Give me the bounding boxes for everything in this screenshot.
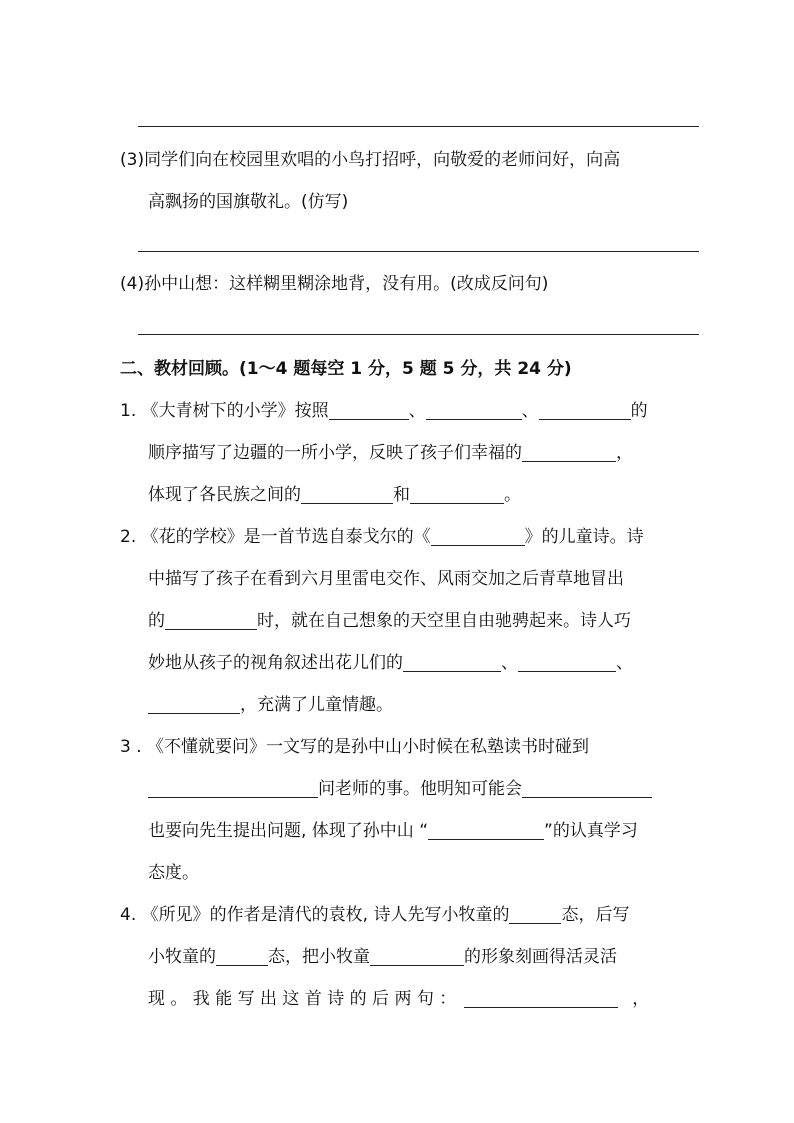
fill-blank[interactable] [431,527,525,546]
section-title: 二、教材回顾。(1～4 题每空 1 分，5 题 5 分，共 24 分) [120,359,572,379]
fill-blank[interactable] [148,695,240,714]
fill-blank[interactable] [410,485,504,504]
question-text: 孙中山想：这样糊里糊涂地背，没有用。(改成反问句) [144,274,549,294]
question-4 [120,272,548,296]
fill-blank[interactable] [539,401,631,420]
question-1-line-1: 1. 《大青树下的小学》按照 、 、 的 [120,401,648,421]
question-2-line-4: 妙地从孩子的视角叙述出花儿们的 、 、 [148,653,633,673]
question-number: 3 . [120,737,142,757]
question-number: 2. [120,527,137,547]
question-text: 同学们向在校园里欢唱的小鸟打招呼，向敬爱的老师问好，向高 [144,150,621,170]
question-3 [120,148,620,172]
question-2-line-2: 中描写了孩子在看到六月里雷电交作、风雨交加之后青草地冒出 [148,569,624,589]
question-2-line-3: 的 时，就在自己想象的天空里自由驰骋起来。诗人巧 [148,611,631,631]
answer-line[interactable] [138,126,699,127]
question-number: 1. [120,401,137,421]
question-number: 4. [120,905,137,925]
fill-blank[interactable] [370,947,464,966]
fill-blank[interactable] [165,611,257,630]
fill-blank[interactable] [216,947,268,966]
question-4-line-2: 小牧童的 态，把小牧童 的形象刻画得活灵活 [148,947,617,967]
question-3-line-1: 3 . 《不懂就要问》一文写的是孙中山小时候在私塾读书时碰到 [120,737,590,757]
question-3-continued: 高飘扬的国旗敬礼。(仿写) [148,192,349,212]
fill-blank[interactable] [464,989,618,1008]
question-4-line-3: 现 。 我 能 写 出 这 首 诗 的 后 两 句 ： ， [148,989,650,1009]
fill-blank[interactable] [509,905,561,924]
fill-blank[interactable] [148,779,318,798]
question-4-line-1: 4. 《所见》的作者是清代的袁枚, 诗人先写小牧童的 态，后写 [120,905,630,925]
fill-blank[interactable] [426,401,522,420]
fill-blank[interactable] [329,401,409,420]
question-1-line-3: 体现了各民族之间的 和 。 [148,485,521,505]
question-3-line-3: 也要向先生提出问题, 体现了孙中山 “ ”的认真学习 [148,821,638,841]
fill-blank[interactable] [522,443,616,462]
question-3-line-2: 问老师的事。他明知可能会 [148,777,652,801]
answer-line[interactable] [138,334,699,335]
fill-blank[interactable] [522,779,652,798]
question-number: (3) [120,150,145,170]
question-2-line-5: ，充满了儿童情趣。 [148,693,393,717]
question-number: (4) [120,274,145,294]
question-2-line-1: 2. 《花的学校》是一首节选自泰戈尔的《 》的儿童诗。诗 [120,527,644,547]
answer-line[interactable] [138,251,699,252]
fill-blank[interactable] [301,485,393,504]
question-1-line-2: 顺序描写了边疆的一所小学，反映了孩子们幸福的 ， [148,443,633,463]
fill-blank[interactable] [428,821,544,840]
fill-blank[interactable] [403,653,501,672]
question-3-line-4: 态度。 [148,863,199,883]
fill-blank[interactable] [518,653,616,672]
